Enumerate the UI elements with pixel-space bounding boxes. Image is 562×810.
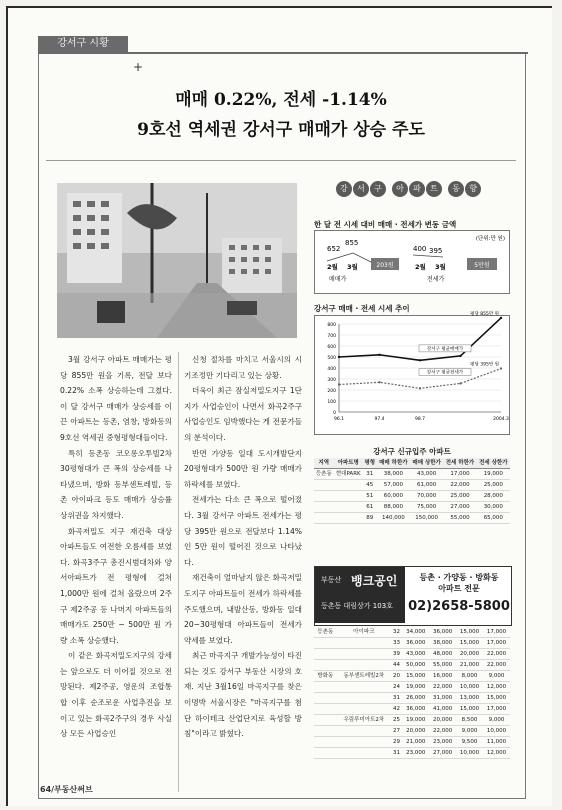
table-cell (314, 649, 337, 660)
data-point (500, 317, 502, 319)
table-cell: 우림루미아트2차 (337, 715, 391, 726)
title-char: 동 (448, 181, 464, 197)
table-cell: 10,000 (483, 726, 510, 737)
table-cell: 현대PARK (334, 469, 363, 480)
table-cell: 25 (391, 715, 402, 726)
ad-line2: 아파트 전문 (438, 584, 480, 593)
table-cell: 19,000 (402, 715, 429, 726)
table-cell: 17,000 (483, 627, 510, 638)
table-cell: 41,000 (429, 704, 456, 715)
data-point (419, 387, 421, 389)
data-point (500, 367, 502, 369)
table-cell: 31 (391, 693, 402, 704)
table-cell (314, 491, 334, 502)
table-cell: 61,000 (410, 480, 443, 491)
x-tick-label: 2004.3 (493, 417, 509, 422)
rent-arrow-label: 5만원 (474, 262, 490, 269)
rent-m1: 2월 (415, 263, 426, 271)
y-tick-label: 500 (327, 356, 336, 361)
table-cell: 26,000 (402, 693, 429, 704)
table-cell: 34,000 (402, 627, 429, 638)
change-amount-chart (314, 230, 510, 294)
table-row (314, 715, 510, 726)
table-cell (337, 737, 391, 748)
table-cell: 17,000 (483, 704, 510, 715)
table-cell (314, 748, 337, 759)
body-paragraph: 신청 절차를 마치고 서울시의 시기조정만 기다리고 있는 상황. (184, 355, 302, 380)
table-cell: 방화동 (314, 671, 337, 682)
col-header: 아파트명 (334, 458, 363, 469)
column-divider (178, 352, 179, 792)
table-cell (337, 748, 391, 759)
table-cell: 36,000 (402, 638, 429, 649)
title-char: 아 (392, 181, 408, 197)
data-point (338, 356, 340, 358)
y-tick-label: 700 (327, 334, 336, 339)
table-cell: 9,000 (483, 715, 510, 726)
table-cell: 22,000 (429, 682, 456, 693)
table-row (314, 737, 510, 748)
table-row (314, 638, 510, 649)
ad-brand-prefix: 부동산 (321, 576, 342, 584)
table-cell: 44 (391, 660, 402, 671)
table-row (314, 469, 510, 480)
table-cell (337, 704, 391, 715)
table-cell (314, 480, 334, 491)
table-cell: 36,000 (402, 704, 429, 715)
table-cell: 22,000 (443, 480, 476, 491)
table-cell: 20,000 (402, 726, 429, 737)
body-paragraph: 이 같은 화곡저밀도지구의 강세는 앞으로도 더 이어질 것으로 전망된다. 제2주공, 영운의 조합통합 이후 순조로운 사업추진을 보이고 있는 화곡2주구의 경우 사실 상 모든 사업승인 (60, 651, 172, 739)
headline (46, 85, 516, 145)
chart2-label: 강서구 매매 · 전세 시세 추이 (314, 304, 410, 313)
y-tick-label: 200 (327, 389, 336, 394)
y-tick-label: 100 (327, 400, 336, 405)
table-row (314, 480, 510, 491)
table-cell: 23,000 (402, 748, 429, 759)
table-cell (334, 491, 363, 502)
series-callout-label: 강서구 평균매매가 (426, 346, 464, 352)
table-cell: 43,000 (410, 469, 443, 480)
title-char: 서 (353, 181, 369, 197)
title-char: 향 (465, 181, 481, 197)
table-cell: 48,000 (429, 649, 456, 660)
col-header: 전세 하한가 (443, 458, 476, 469)
table-row (314, 513, 510, 524)
table-cell: 38,000 (429, 638, 456, 649)
table-cell (337, 682, 391, 693)
table-cell: 등촌동 (314, 627, 337, 638)
table-row (314, 660, 510, 671)
table-cell: 30,000 (477, 502, 510, 513)
series-end-label: 평당 395만 원 (470, 362, 499, 368)
table-cell: 22,000 (429, 726, 456, 737)
page-footer: 64/부동산써브 (40, 785, 93, 794)
table-cell: 36,000 (429, 627, 456, 638)
col-header: 전세 상한가 (477, 458, 510, 469)
rent-name: 전세가 (427, 276, 445, 283)
series-end-label: 평당 855만 원 (470, 311, 499, 317)
table-cell: 15,000 (402, 671, 429, 682)
sale-v1: 652 (327, 245, 341, 253)
body-paragraph: 반면 가양동 일대 도시개발단지 20평형대가 500만 원 가량 매매가 하락세를 보였다. (184, 448, 302, 489)
table-cell: 27,000 (443, 502, 476, 513)
table-cell: 57,000 (377, 480, 410, 491)
table-cell: 15,000 (456, 638, 483, 649)
rent-v1: 400 (413, 245, 427, 253)
data-point (378, 381, 380, 383)
table-cell: 10,000 (456, 682, 483, 693)
table-cell: 21,000 (402, 737, 429, 748)
body-column-2 (184, 352, 302, 742)
table-cell: 19,000 (402, 682, 429, 693)
table-cell: 31 (363, 469, 377, 480)
sale-m2: 3월 (347, 263, 358, 271)
table-cell: 27 (391, 726, 402, 737)
table-cell: 88,000 (377, 502, 410, 513)
table-cell (314, 715, 337, 726)
table-row (314, 502, 510, 513)
table-cell: 65,000 (477, 513, 510, 524)
y-tick-label: 300 (327, 378, 336, 383)
table-row (314, 704, 510, 715)
table-row (314, 649, 510, 660)
table-cell: 17,000 (443, 469, 476, 480)
series-line (339, 318, 501, 360)
table-cell (337, 726, 391, 737)
table-cell (337, 660, 391, 671)
ad-line1: 등촌 · 가양동 · 방화동 (419, 573, 499, 582)
table-row (314, 726, 510, 737)
x-tick-label: 98.7 (414, 417, 426, 422)
table-cell: 33 (391, 638, 402, 649)
data-point (338, 383, 340, 385)
data-point (459, 355, 461, 357)
rent-m2: 3월 (435, 263, 446, 271)
table-cell: 17,000 (483, 638, 510, 649)
sale-v2: 855 (345, 239, 359, 247)
table-cell: 20 (391, 671, 402, 682)
table-cell: 50,000 (402, 660, 429, 671)
table-cell: 42 (391, 704, 402, 715)
table-row (314, 627, 510, 638)
table-cell: 31,000 (429, 693, 456, 704)
body-paragraph: 최근 마곡지구 개발가능성이 타진되는 것도 강서구 부동산 시장의 호재. 지난 3월16일 마곡지구를 찾은 이명박 서울시장은 "마곡지구를 첨단 하이테크 산업단지로 육성할 방침"이라고 밝혔다. (184, 651, 302, 739)
table-cell: 15,000 (456, 627, 483, 638)
table-cell: 28,000 (477, 491, 510, 502)
data-point (459, 382, 461, 384)
table-cell: 140,000 (377, 513, 410, 524)
col-header: 매매 하한가 (377, 458, 410, 469)
table-cell: 등촌동 (314, 469, 334, 480)
table-cell: 27,000 (429, 748, 456, 759)
section-tag: 강서구 시황 (38, 36, 128, 52)
table-cell: 16,000 (429, 671, 456, 682)
table-cell: 24 (391, 682, 402, 693)
table-cell: 38,000 (377, 469, 410, 480)
table-cell: 150,000 (410, 513, 443, 524)
table-cell: 9,500 (456, 737, 483, 748)
apartment-table (314, 458, 510, 524)
ad-brand: 뱅크공인 (351, 574, 398, 588)
chart1-label: 한 달 전 시세 대비 매매 · 전세가 변동 금액 (314, 220, 457, 229)
y-tick-label: 400 (327, 367, 336, 372)
x-tick-label: 97.4 (374, 417, 385, 422)
table-cell (314, 693, 337, 704)
body-paragraph: 재건축이 얼마남지 않은 화곡저밀도지구 아파트들이 전세가 하락세를 주도했으며, 내발산동, 방화동 일대 20~30평형대 아파트들이 전세가 약세를 보였다. (184, 573, 302, 645)
col-header: 지역 (314, 458, 334, 469)
table-cell: 29 (391, 737, 402, 748)
table-row (314, 671, 510, 682)
title-char: 트 (426, 181, 442, 197)
y-tick-label: 0 (333, 411, 336, 416)
chart1-unit: (단위:만 원) (475, 236, 505, 242)
data-point (378, 354, 380, 356)
table-cell: 12,000 (483, 748, 510, 759)
table-cell (314, 737, 337, 748)
table-cell: 31 (391, 748, 402, 759)
table-cell (314, 682, 337, 693)
body-paragraph: 전세가는 다소 큰 폭으로 떨어졌다. 3월 강서구 아파트 전세가는 평당 395만 원으로 전달보다 1.14%인 5만 원이 떨어진 것으로 나타났다. (184, 495, 302, 567)
table-cell: 21,000 (456, 660, 483, 671)
table-cell: 아이파크 (337, 627, 391, 638)
table-cell: 10,000 (456, 748, 483, 759)
table-cell (337, 638, 391, 649)
realty-ad (314, 566, 512, 626)
data-point (419, 359, 421, 361)
col-header: 평형 (363, 458, 377, 469)
table-cell: 20,000 (456, 649, 483, 660)
table-row (314, 491, 510, 502)
title-char: 강 (336, 181, 352, 197)
apartment-table-continued (314, 627, 510, 759)
table-cell: 15,000 (456, 704, 483, 715)
table-cell: 8,000 (456, 671, 483, 682)
table-cell (314, 704, 337, 715)
sale-name: 매매가 (329, 276, 347, 283)
table-cell: 25,000 (443, 491, 476, 502)
table-cell: 동부센트레빌2차 (337, 671, 391, 682)
table-cell: 43,000 (402, 649, 429, 660)
table-cell: 13,000 (456, 693, 483, 704)
ad-address: 등촌동 대림상가 103호 (321, 602, 393, 610)
body-paragraph: 화곡저밀도 지구 재건축 대상 아파트들도 여전한 오름세를 보였다. 화곡3주구 총진시범대차와 양서아파트가 전 평형에 걸쳐 1,000만 원에 걸쳐 올랐으며 2주구 제2주공 등 나머지 아파트들의 매매가도 250만 ~ 500만 원 가량 소폭 상승했다. (60, 526, 172, 645)
table-cell (314, 660, 337, 671)
table-cell (337, 649, 391, 660)
table-cell: 11,000 (483, 737, 510, 748)
table-cell (337, 693, 391, 704)
table-cell: 22,000 (483, 660, 510, 671)
price-trend-chart (314, 311, 510, 435)
table-cell: 55,000 (429, 660, 456, 671)
table-cell: 25,000 (477, 480, 510, 491)
sale-arrow-label: 203원 (376, 262, 394, 269)
table-row (314, 748, 510, 759)
registration-mark-icon: + (133, 60, 144, 74)
title-rule (46, 160, 516, 161)
table-cell: 45 (363, 480, 377, 491)
table-cell: 15,000 (483, 693, 510, 704)
table-cell: 89 (363, 513, 377, 524)
x-tick-label: 96.1 (333, 417, 345, 422)
table-cell: 39 (391, 649, 402, 660)
table-cell: 60,000 (377, 491, 410, 502)
sidebar-title (318, 178, 500, 204)
headline-line1: 매매 0.22%, 전세 -1.14% (175, 90, 387, 110)
table-cell: 23,000 (429, 737, 456, 748)
table-cell: 32 (391, 627, 402, 638)
table-cell (334, 480, 363, 491)
table-cell (314, 638, 337, 649)
table-cell (334, 513, 363, 524)
col-header: 매매 상한가 (410, 458, 443, 469)
table-row (314, 693, 510, 704)
table-cell: 22,000 (483, 649, 510, 660)
table-cell: 75,000 (410, 502, 443, 513)
table-cell: 55,000 (443, 513, 476, 524)
table-cell: 12,000 (483, 682, 510, 693)
y-tick-label: 800 (327, 323, 336, 328)
table-cell (314, 726, 337, 737)
table-cell: 61 (363, 502, 377, 513)
ad-phone: 02)2658-5800 (408, 599, 510, 614)
body-paragraph: 더욱이 최근 잠실저밀도지구 1단지가 사업승인이 나면서 화곡2주구 사업승인도 임박했다는 게 전문가들의 분석이다. (184, 386, 302, 442)
title-char: 구 (370, 181, 386, 197)
body-column-1 (60, 352, 172, 742)
table-cell (334, 502, 363, 513)
body-paragraph: 특히 등촌동 코오롱오투빌2차 30평형대가 큰 폭의 상승세를 나타냈으며, 방화 동부센트레빌, 등촌 아이파크 등도 매매가 상승률 상위권을 차지했다. (60, 448, 172, 520)
y-tick-label: 600 (327, 345, 336, 350)
street-photo (57, 183, 297, 338)
table-cell: 19,000 (477, 469, 510, 480)
ad-brand-block (315, 567, 405, 623)
table-cell: 9,000 (483, 671, 510, 682)
table-cell: 70,000 (410, 491, 443, 502)
table-cell: 20,000 (429, 715, 456, 726)
table-cell: 8,500 (456, 715, 483, 726)
ad-info (407, 567, 511, 623)
rent-v2: 395 (429, 247, 443, 255)
table-cell (314, 513, 334, 524)
headline-line2: 9호선 역세권 강서구 매매가 상승 주도 (137, 120, 425, 140)
table-title: 강서구 신규입주 아파트 (373, 447, 451, 456)
body-paragraph: 3월 강서구 아파트 매매가는 평당 855만 원을 기록, 전달 보다 0.22% 소폭 상승하는데 그쳤다. 이 달 강서구 매매가 상승세를 이끈 아파트는 등촌, 염창, 방화동의 9호선 역세권 중형평형대들이다. (60, 355, 172, 442)
sale-m1: 2월 (327, 263, 338, 271)
title-char: 파 (409, 181, 425, 197)
series-callout-label: 강서구 평균전세가 (426, 370, 464, 376)
table-row (314, 682, 510, 693)
table-cell (314, 502, 334, 513)
table-cell: 9,000 (456, 726, 483, 737)
table-cell: 51 (363, 491, 377, 502)
